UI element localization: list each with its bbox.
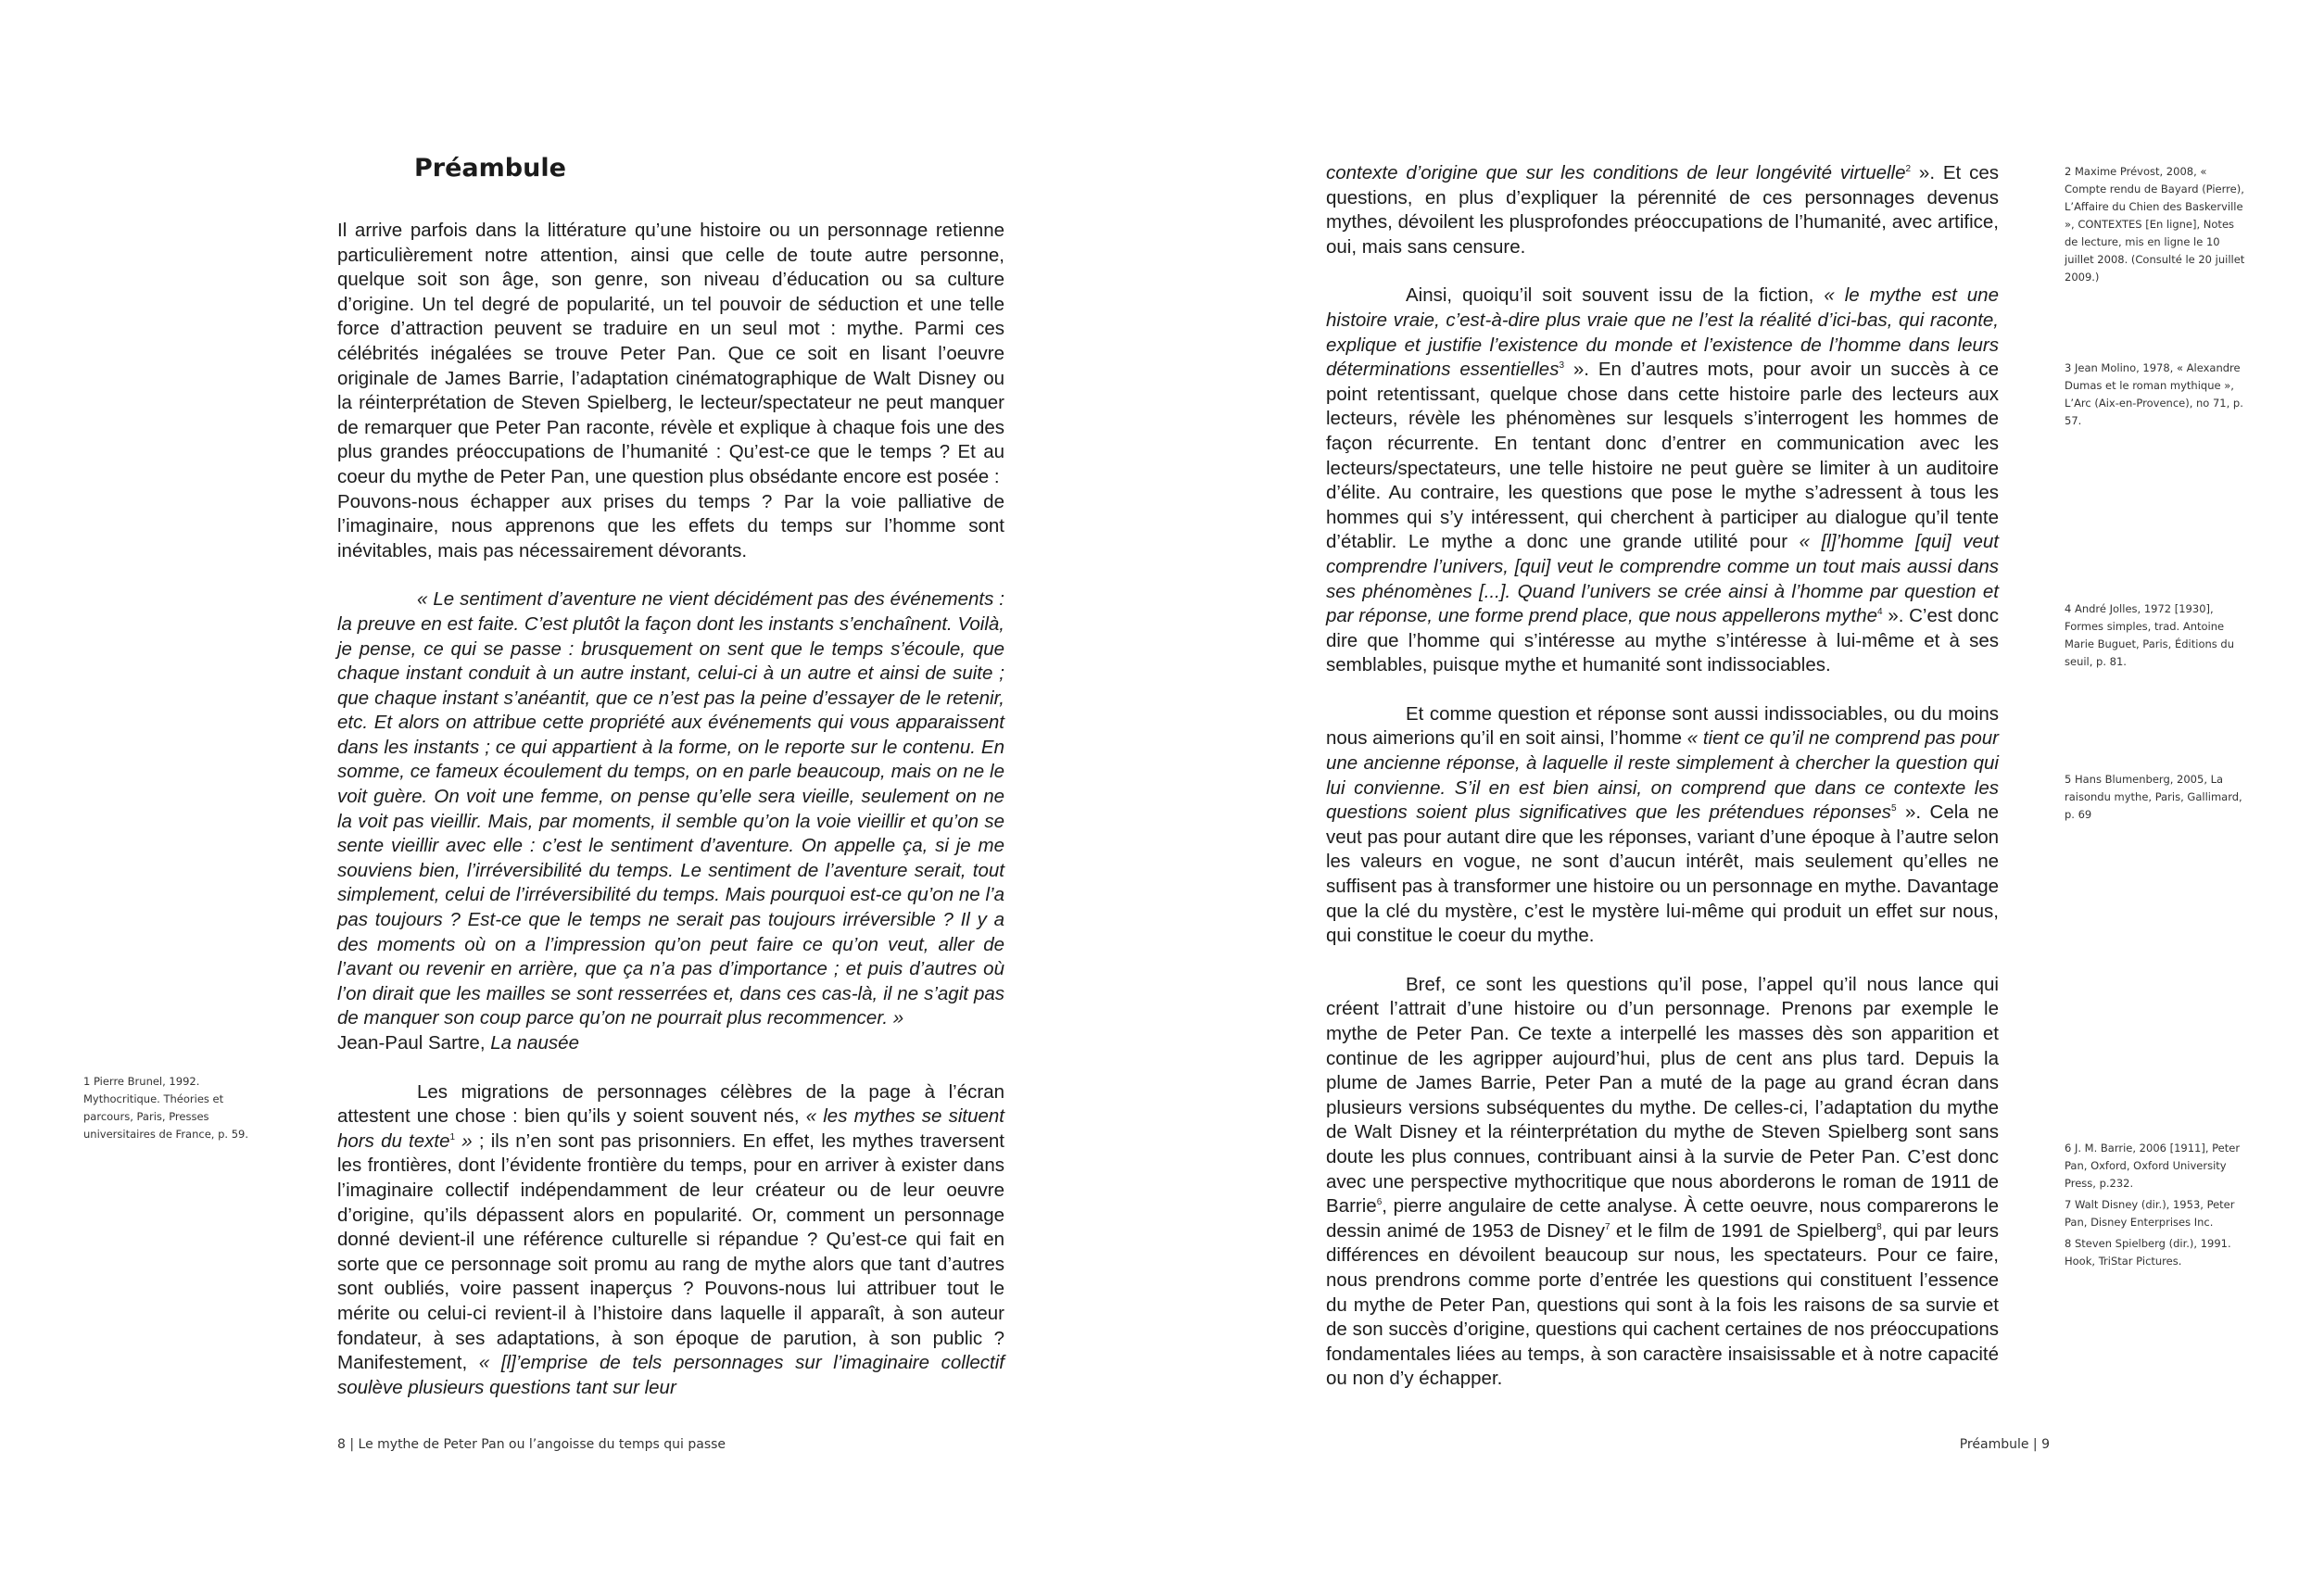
- footnote-ref: 6: [1376, 1197, 1383, 1208]
- paragraph: Et comme question et réponse sont aussi indissociables, ou du moins nous aimerions qu’il en soit ainsi, l’homme « tient ce qu’il ne comprend pas pour une ancienne réponse, à laquelle il reste simplement à chercher la question qui lui convienne. S’il en est bien ainsi, on comprend que dans ce contexte les questions soient plus significatives que les prétendues réponses$^5$ ». Cela ne veut pas pour autant dire que les réponses, variant d’une époque à l’autre selon les valeurs en vogue, ne sont d’aucun intérêt, mais seulement qu’elles ne suffisent pas à transformer une histoire ou un personnage en mythe. Davantage que la clé du mystère, c’est le mystère lui-même qui produit un effet sur nous, qui constitue le coeur du mythe.: [1326, 702, 1999, 947]
- footnote-ref: 3: [1559, 360, 1565, 372]
- footnote-ref: 2: [1905, 164, 1912, 175]
- paragraph: Bref, ce sont les questions qu’il pose, l’appel qu’il nous lance qui créent l’attrait d’une histoire ou d’un personnage. Prenons par exemple le mythe de Peter Pan. Ce texte a interpellé les masses dès son apparition et continue de les agripper aujourd’hui, plus de cent ans plus tard. Depuis la plume de James Barrie, Peter Pan a muté de la page au grand écran dans plusieurs versions subséquentes du mythe. De celles-ci, l’adaptation du mythe de Walt Disney et la réinterprétation du mythe de Steven Spielberg sont sans doute les plus connues, contribuant ainsi à la survie de Peter Pan. C’est donc avec une perspective mythocritique que nous aborderons le roman de 1911 de Barrie$^6$, pierre angulaire de cette analyse. À cette oeuvre, nous comparerons le dessin animé de 1953 de Disney$^7$ et le film de 1991 de Spielberg$^8$, qui par leurs différences en dévoilent beaucoup sur nous, les spectateurs. Pour ce faire, nous prendrons comme porte d’entrée les questions qui constituent l’essence du mythe de Peter Pan, questions qui sont à la fois les raisons de sa survie et de son succès d’origine, questions qui cachent certaines de nos préoccupations fondamentales liées au temps, à son caractère insaisissable et à notre capacité ou non d’y échapper.: [1326, 973, 1999, 1390]
- sartre-quote: « Le sentiment d’aventure ne vient décidément pas des événements : la preuve en est faite. C’est plutôt la façon dont les instants s’enchaînent. Voilà, je pense, ce qui se passe : brusquement on sent que le temps s’écoule, que chaque instant conduit à un autre instant, celui-ci à un autre et ainsi de suite ; que chaque instant s’anéantit, que ce n’est pas la peine d’essayer de le retenir, etc. Et alors on attribue cette propriété aux événements qui vous apparaissent dans les instants ; ce qui appartient à la forme, on le reporte sur le contenu. En somme, ce fameux écoulement du temps, on en parle beaucoup, mais on ne le voit guère. On voit une femme, on pense qu’elle sera vieille, seulement on ne la voit pas vieillir. Mais, par moments, il semble qu’on la voie vieillir et qu’on se sente vieillir avec elle : c’est le sentiment d’aventure. On appelle ça, si je me souviens bien, l’irréversibilité du temps. Le sentiment de l’aventure serait, tout simplement, celui de l’irréversibilité du temps. Mais pourquoi est-ce qu’on ne l’a pas toujours ? Est-ce que le temps ne serait pas toujours irréversible ? Il y a des moments où on a l’impression qu’on peut faire ce qu’on veut, aller de l’avant ou revenir en arrière, que ça n’a pas d’importance ; et puis d’autres où l’on dirait que les mailles se sont resserrées et, dans ces cas-là, il ne s’agit pas de manquer son coup parce qu’on ne pourrait plus recommencer. »: [337, 588, 1004, 1029]
- paragraph: Ainsi, quoiqu’il soit souvent issu de la fiction, « le mythe est une histoire vraie, c’est-à-dire plus vraie que ne l’est la réalité d’ici-bas, qui raconte, explique et justifie l’existence du monde et l’existence de l’homme dans leurs déterminations essentielles$^3$ ». En d’autres mots, pour avoir un succès à ce point retentissant, quelque chose dans cette histoire parle des lecteurs aux lecteurs, révèle les phénomènes sur lesquels s’interrogent les hommes de façon récurrente. En tentant donc d’entrer en communication avec les lecteurs/spectateurs, une telle histoire ne peut guère se limiter à un auditoire d’élite. Au contraire, les questions que pose le mythe s’adressent à tous les hommes qui s’y intéressent, qui cherchent à participer au dialogue qu’il tente d’établir. Le mythe a donc une grande utilité pour « [l]’homme [qui] veut comprendre l’univers, [qui] veut le comprendre comme un tout mais aussi dans ses phénomènes [...]. Quand l’univers se crée ainsi à l’homme par question et par réponse, une forme prend place, que nous appellerons mythe$^4$ ». C’est donc dire que l’homme qui s’intéresse au mythe s’intéresse à lui-même et à ses semblables, puisque mythe et humanité sont indissociables.: [1326, 284, 2000, 676]
- paragraph: contexte d’origine que sur les conditions de leur longévité virtuelle$^2$ ». Et ces questions, en plus d’expliquer la pérennité de ces personnages devenus mythes, dévoilent les plusprofondes préoccupations de l’humanité, avec artifice, oui, mais sans censure.: [1326, 162, 1999, 258]
- paragraph: Les migrations de personnages célèbres de la page à l’écran attestent une chose : bien qu’ils y soient souvent nés, « les mythes se situent hors du texte$^1$ » ; ils n’en sont pas prisonniers. En effet, les mythes traversent les frontières, dont l’évidente frontière du temps, pour en arriver à exister dans l’imaginaire collectif indépendamment de leur créateur ou de leur oeuvre d’origine, qu’ils dépassent alors en popularité. Or, comment un personnage donné devient-il une référence culturelle si répandue ? Qu’est-ce qui fait en sorte que ce personnage soit promu au rang de mythe alors que tant d’autres sont oubliés, voire passent inaperçus ? Pouvons-nous lui attribuer tout le mérite ou celui-ci revient-il à l’histoire dans laquelle il apparaît, à son auteur fondateur, à ses adaptations, à son époque de parution, à son public ? Manifestement, « [l]’emprise de tels personnages sur l’imaginaire collectif soulève plusieurs questions tant sur leur: [337, 1080, 1005, 1398]
- footnote-ref: 4: [1877, 607, 1883, 618]
- footnote: 3 Jean Molino, 1978, « Alexandre Dumas et le roman mythique », L’Arc (Aix-en-Provence), no 71, p. 57.: [2065, 361, 2243, 427]
- left-text-column: [337, 219, 1004, 1400]
- paragraph: Il arrive parfois dans la littérature qu’une histoire ou un personnage retienne particulièrement notre attention, ainsi que celle de toute autre personne, quelque soit son âge, son genre, son niveau d’éducation ou sa culture d’origine. Un tel degré de popularité, un tel pouvoir de séduction et une telle force d’attraction peuvent se traduire en un seul mot : mythe. Parmi ces célébrités inégalées se trouve Peter Pan. Que ce soit en lisant l’oeuvre originale de James Barrie, l’adaptation cinématographique de Walt Disney ou la réinterprétation de Steven Spielberg, le lecteur/spectateur ne peut manquer de remarquer que Peter Pan raconte, révèle et explique à chaque fois une des plus grandes préoccupations de l’humanité : Qu’est-ce que le temps ? Et au coeur du mythe de Peter Pan, une question plus obsédante encore est posée :: [337, 220, 1004, 487]
- page-folio: 8 | Le mythe de Peter Pan ou l’angoisse du temps qui passe: [337, 1437, 726, 1452]
- footnote: 6 J. M. Barrie, 2006 [1911], Peter Pan, Oxford, Oxford University Press, p.232. 7 Walt Disney (dir.), 1953, Peter Pan, Disney Enterprises Inc. 8 Steven Spielberg (dir.), 1991. Hook, TriStar Pictures.: [2065, 1142, 2241, 1268]
- footnote-ref: 8: [1876, 1221, 1882, 1232]
- footnote: 5 Hans Blumenberg, 2005, La raisondu mythe, Paris, Gallimard, p. 69: [2065, 773, 2242, 821]
- page-title: Préambule: [414, 154, 566, 183]
- quote-attribution: [337, 1031, 1004, 1056]
- footnote-ref: 5: [1890, 803, 1897, 814]
- right-text-column: [1326, 161, 1999, 1392]
- footnote-ref: 7: [1604, 1221, 1610, 1232]
- footnote: 1 Pierre Brunel, 1992. Mythocritique. Théories et parcours, Paris, Presses universitaires de France, p. 59.: [83, 1075, 248, 1141]
- attribution-author: Jean-Paul Sartre,: [337, 1032, 491, 1054]
- attribution-title: La nausée: [490, 1032, 579, 1054]
- footnote: 2 Maxime Prévost, 2008, « Compte rendu de Bayard (Pierre), L’Affaire du Chien des Baskerville », CONTEXTES [En ligne], Notes de lecture, mis en ligne le 10 juillet 2008. (Consulté le 20 juillet 2009.): [2065, 165, 2245, 284]
- right-page: [1162, 0, 2324, 1590]
- footnote-ref: 1: [449, 1131, 456, 1142]
- footnote: 4 André Jolles, 1972 [1930], Formes simples, trad. Antoine Marie Buguet, Paris, Éditions du seuil, p. 81.: [2065, 602, 2235, 668]
- page-folio: Préambule | 9: [1959, 1437, 2050, 1452]
- paragraph: Pouvons-nous échapper aux prises du temps ? Par la voie palliative de l’imaginaire, nous apprenons que les effets du temps sur l’homme sont inévitables, mais pas nécessairement dévorants.: [337, 490, 1004, 562]
